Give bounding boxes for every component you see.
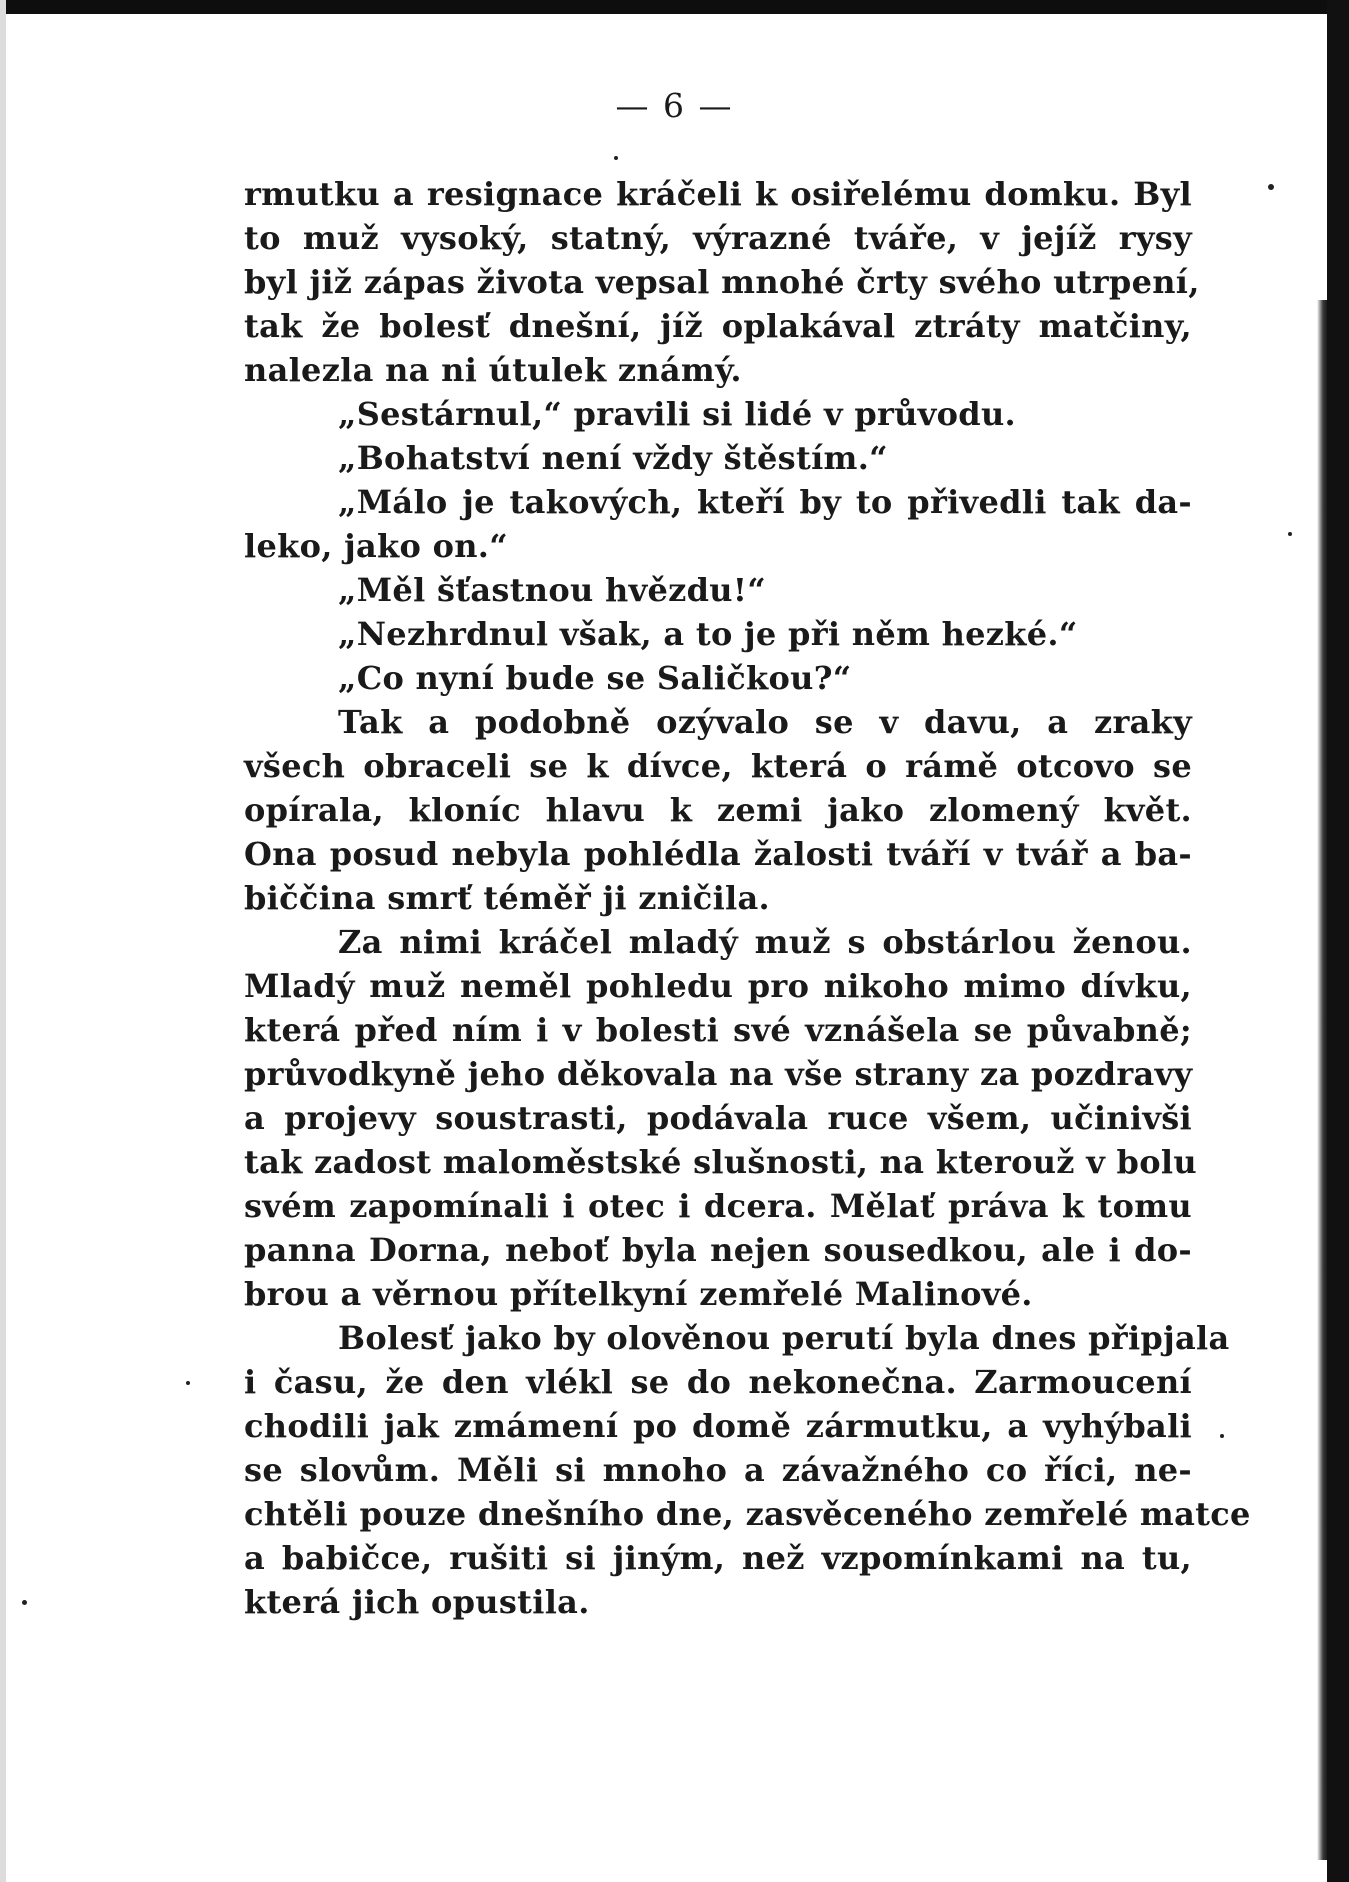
dust-speck [186, 1381, 190, 1385]
text-line: Mladý muž neměl pohledu pro nikoho mimo dívku, [244, 967, 1192, 1005]
dust-speck [614, 156, 618, 160]
page-number: — 6 — [615, 86, 734, 125]
text-line: se slovům. Měli si mnoho a závažného co říci, ne- [244, 1451, 1192, 1489]
text-line: tak zadost maloměstské slušnosti, na kterouž v bolu [244, 1143, 1197, 1181]
text-line: i času, že den vlékl se do nekonečna. Zarmoucení [244, 1363, 1192, 1401]
text-line: Tak a podobně ozývalo se v davu, a zraky [338, 703, 1192, 741]
text-line: opírala, kloníc hlavu k zemi jako zlomený květ. [244, 791, 1192, 829]
text-line: „Nezhrdnul však, a to je při něm hezké.“ [338, 615, 1078, 653]
text-line: „Bohatství není vždy štěstím.“ [338, 439, 888, 477]
text-line: „Měl šťastnou hvězdu!“ [338, 571, 766, 609]
text-line: všech obraceli se k dívce, která o rámě otcovo se [244, 747, 1192, 785]
text-line: Za nimi kráčel mladý muž s obstárlou ženou. [338, 923, 1192, 961]
text-line: a babičce, rušiti si jiným, než vzpomínkami na tu, [244, 1539, 1192, 1577]
text-line: biččina smrť téměř ji zničila. [244, 879, 770, 917]
dust-speck [1268, 184, 1274, 190]
text-line: byl již zápas života vepsal mnohé črty svého utrpení, [244, 263, 1200, 301]
scan-edge-right [1327, 0, 1349, 1882]
text-line: průvodkyně jeho děkovala na vše strany za pozdravy [244, 1055, 1193, 1093]
text-line: rmutku a resignace kráčeli k osiřelému domku. Byl [244, 175, 1192, 213]
text-line: chtěli pouze dnešního dne, zasvěceného zemřelé matce [244, 1495, 1251, 1533]
text-line: nalezla na ni útulek známý. [244, 351, 742, 389]
dust-speck [22, 1600, 27, 1605]
text-line: chodili jak zmámení po domě zármutku, a vyhýbali [244, 1407, 1192, 1445]
text-line: která před ním i v bolesti své vznášela se půvabně; [244, 1011, 1192, 1049]
text-line: „Málo je takových, kteří by to přivedli tak da- [338, 483, 1192, 521]
scan-edge-shadow [1317, 300, 1327, 1860]
dust-speck [1288, 532, 1292, 536]
scan-edge-top [0, 0, 1349, 14]
scan-edge-left [0, 0, 6, 1882]
text-line: brou a věrnou přítelkyní zemřelé Malinové. [244, 1275, 1033, 1313]
text-line: a projevy soustrasti, podávala ruce všem, učinivši [244, 1099, 1192, 1137]
text-line: „Co nyní bude se Saličkou?“ [338, 659, 852, 697]
text-line: leko, jako on.“ [244, 527, 508, 565]
text-line: Bolesť jako by olověnou perutí byla dnes připjala [338, 1319, 1230, 1357]
body-text [244, 172, 1251, 1624]
text-line: tak že bolesť dnešní, jíž oplakával ztráty matčiny, [244, 307, 1192, 345]
text-line: Ona posud nebyla pohlédla žalosti tváří v tvář a ba- [244, 835, 1192, 873]
text-line: to muž vysoký, statný, výrazné tváře, v jejíž rysy [244, 219, 1192, 257]
text-line: svém zapomínali i otec i dcera. Mělať práva k tomu [244, 1187, 1192, 1225]
text-line: která jich opustila. [244, 1583, 590, 1621]
dust-speck [1220, 1434, 1224, 1438]
text-line: „Sestárnul,“ pravili si lidé v průvodu. [338, 395, 1016, 433]
text-line: panna Dorna, neboť byla nejen sousedkou, ale i do- [244, 1231, 1192, 1269]
